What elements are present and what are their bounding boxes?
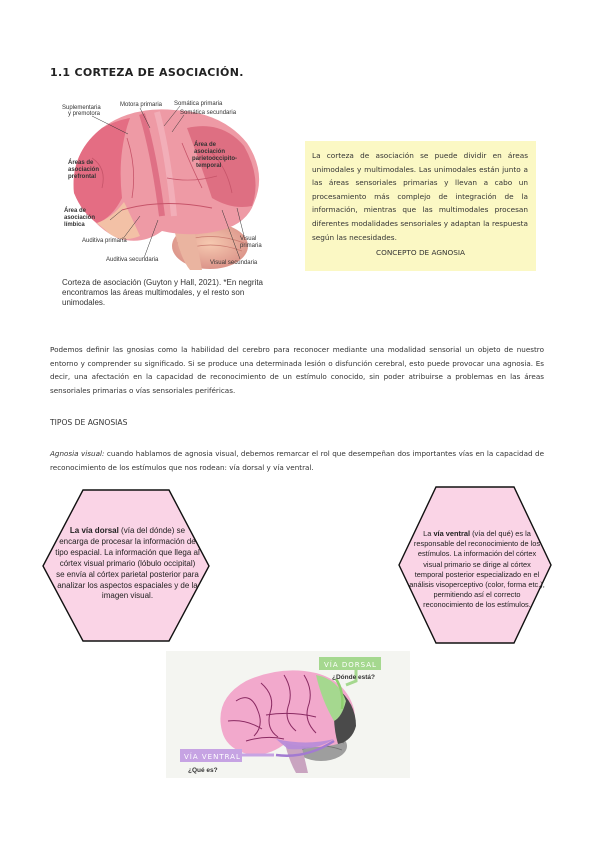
dorsal-label: VÍA DORSAL (324, 661, 377, 669)
note-text: La corteza de asociación se puede dividir en áreas unimodales y multimodales. Las unimodales están junto a las áreas sensoriales primarias y llevan a cabo un procesamiento más complejo de integración de la información, mientras que las multimodales procesan diferentes modalidades sensoriales y adaptan la respuesta según las necesidades. (312, 151, 528, 242)
agnosia-visual-term: Agnosia visual: (50, 449, 105, 458)
association-cortex-figure (62, 98, 282, 273)
label-auditiva-primaria: Auditiva primaria (82, 238, 127, 244)
agnosia-visual-paragraph (50, 447, 544, 474)
label-visual-secundaria: Visual secundaria (210, 260, 258, 266)
section-title: 1.1 CORTEZA DE ASOCIACIÓN. (50, 66, 244, 79)
label-suplementaria: Suplementaria (62, 105, 101, 111)
pathways-brain-illustration (166, 651, 410, 778)
label-limbica-2: asociación (64, 215, 96, 221)
dorsal-rest: (vía del dónde) se encarga de procesar la información de tipo espacial. La información que llega al córtex visual primario (lóbulo occipital) se envía al córtex parietal posterior para analizar los aspectos espaciales y de la imagen visual. (55, 526, 200, 601)
ventral-pre: La (423, 529, 434, 538)
ventral-question: ¿Qué es? (188, 767, 218, 774)
label-premotora: y premotora (68, 111, 101, 117)
concept-note-box (305, 141, 536, 271)
ventral-label: VÍA VENTRAL (184, 753, 241, 761)
label-parieto-4: temporal (196, 163, 222, 169)
dorsal-question: ¿Dónde está? (332, 674, 375, 681)
label-somatica-secundaria: Somática secundaria (180, 110, 237, 116)
label-auditiva-secundaria: Auditiva secundaria (106, 257, 159, 263)
note-heading: CONCEPTO DE AGNOSIA (376, 248, 465, 257)
dorsal-bold: La vía dorsal (69, 526, 119, 535)
label-parieto-1: Área de (194, 142, 217, 148)
dorsal-pathway-text (55, 526, 200, 602)
label-visual-primaria-2: primaria (240, 243, 262, 249)
subsection-heading: TIPOS DE AGNOSIAS (50, 418, 128, 427)
ventral-pathway-text (408, 529, 546, 611)
gnosia-definition-paragraph: Podemos definir las gnosias como la habilidad del cerebro para reconocer mediante una modalidad sensorial un objeto de nuestro entorno y comprender su significado. Si se produce una determinada lesión o disfunción cerebral, esto puede provocar una agnosia. Es decir, una afectación en la capacidad de reconocimiento de un estímulo conocido, sin poder atribuirse a problemas en las áreas sensoriales primarias o vías sensoriales periféricas. (50, 345, 544, 395)
label-prefrontal-1: Áreas de (68, 160, 94, 166)
visual-pathways-figure (166, 651, 410, 778)
label-prefrontal-3: prefrontal (68, 174, 97, 180)
ventral-bold: vía ventral (433, 529, 471, 538)
label-visual-primaria-1: Visual (240, 236, 257, 242)
label-limbica-1: Área de (64, 208, 87, 214)
figure-caption: Corteza de asociación (Guyton y Hall, 2021). *En negrita encontramos las áreas multimodales, y el resto son unimodales. (62, 278, 263, 307)
label-prefrontal-2: asociación (68, 167, 100, 173)
agnosia-visual-text: cuando hablamos de agnosia visual, debemos remarcar el rol que desempeñan dos importantes vías en la capacidad de reconocimiento de los estímulos que nos rodean: vía dorsal y vía ventral. (50, 449, 544, 472)
ventral-rest: (vía del qué) es la responsable del reconocimiento de los estímulos. La información del córtex visual primario se dirige al córtex temporal posterior especializado en el análisis visoperceptivo (color, forma etc.), permitiendo así el correcto reconocimiento de los estímulos. (409, 529, 545, 610)
label-somatica-primaria: Somática primaria (174, 101, 223, 107)
label-parieto-2: asociación (194, 149, 226, 155)
label-motora-primaria: Motora primaria (120, 102, 163, 108)
label-parieto-3: parietooccipito- (192, 156, 238, 162)
label-limbica-3: límbica (64, 222, 85, 228)
